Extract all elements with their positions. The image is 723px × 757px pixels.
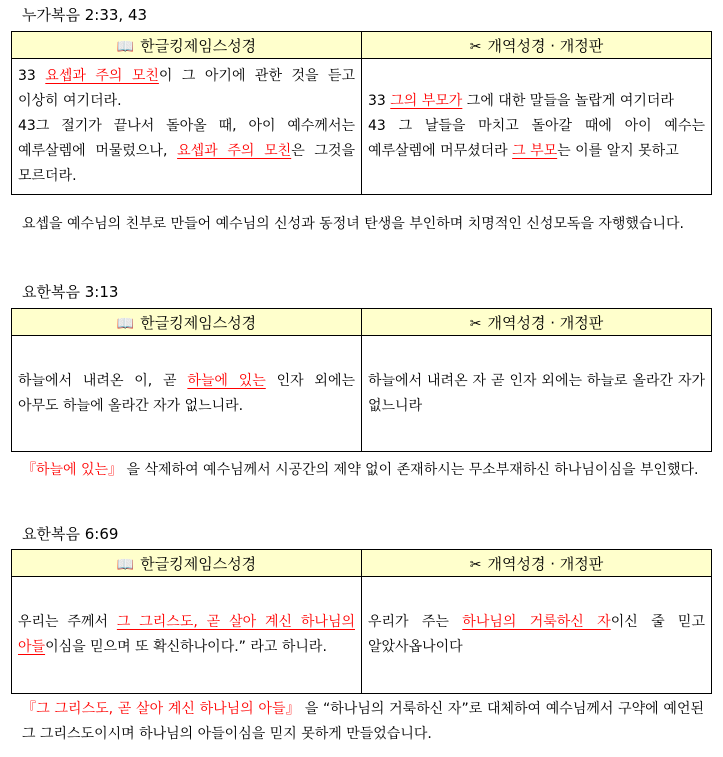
comparison-table: [11, 549, 712, 694]
open-book-icon: 📖: [116, 556, 135, 573]
commentary: 요셉을 예수님의 친부로 만들어 예수님의 신성과 동정녀 탄생을 부인하며 치명적인 신성모독을 자행했습니다.: [22, 216, 684, 232]
revised-text-cell: 33 그의 부모가 그에 대한 말들을 놀랍게 여기더라 43 그 날들을 마치고 돌아갈 때에 아이 예수는 예루살렘에 머무셨더라 그 부모는 이를 알지 못하고: [362, 59, 712, 195]
verse-reference: 누가복음 2:33, 43: [22, 6, 148, 24]
scissors-icon: ✂: [469, 38, 482, 55]
scissors-icon: ✂: [469, 556, 482, 573]
highlighted-phrase: 『그 그리스도, 곧 살아 계신 하나님의 아들』: [22, 701, 301, 717]
commentary: 『하늘에 있는』 을 삭제하여 예수님께서 시공간의 제약 없이 존재하시는 무소부재하신 하나님이심을 부인했다.: [22, 462, 699, 478]
verse-reference: 요한복음 3:13: [22, 283, 119, 301]
highlighted-phrase: 요셉과 주의 모친: [177, 143, 292, 159]
open-book-icon: 📖: [116, 38, 135, 55]
header-right: ✂ 개역성경 · 개정판: [362, 32, 712, 59]
highlighted-phrase: 그 부모: [512, 143, 558, 159]
kjv-text-cell: 하늘에서 내려온 이, 곧 하늘에 있는 인자 외에는 아무도 하늘에 올라간 자가 없느니라.: [12, 336, 362, 452]
open-book-icon: 📖: [116, 315, 135, 332]
verse-reference: 요한복음 6:69: [22, 525, 119, 543]
kjv-text-cell: 우리는 주께서 그 그리스도, 곧 살아 계신 하나님의 아들이심을 믿으며 또 확신하나이다.” 라고 하니라.: [12, 577, 362, 694]
revised-text-cell: 우리가 주는 하나님의 거룩하신 자이신 줄 믿고 알았사옵나이다: [362, 577, 712, 694]
revised-text-cell: 하늘에서 내려온 자 곧 인자 외에는 하늘로 올라간 자가 없느니라: [362, 336, 712, 452]
header-right: ✂ 개역성경 · 개정판: [362, 550, 712, 577]
highlighted-phrase: 하늘에 있는: [187, 372, 266, 389]
kjv-text-cell: 33 요셉과 주의 모친이 그 아기에 관한 것을 듣고 이상히 여기더라. 43그 절기가 끝나서 돌아올 때, 아이 예수께서는 예루살렘에 머물렀으나, 요셉과 주의 모친은 그것을 모르더라.: [12, 59, 362, 195]
highlighted-phrase: 그의 부모가: [390, 93, 463, 109]
header-right: ✂ 개역성경 · 개정판: [362, 309, 712, 336]
commentary: 『그 그리스도, 곧 살아 계신 하나님의 아들』 을 “하나님의 거룩하신 자”로 대체하여 예수님께서 구약에 예언된 그 그리스도이시며 하나님의 아들이심을 믿지 못하게 만들었습니다.: [22, 701, 704, 742]
highlighted-phrase: 『하늘에 있는』: [22, 462, 123, 478]
highlighted-phrase: 그 그리스도, 곧 살아 계신 하나님의 아들: [18, 614, 355, 655]
highlighted-phrase: 요셉과 주의 모친: [45, 68, 159, 84]
highlighted-phrase: 하나님의 거룩하신 자: [462, 614, 611, 630]
header-left: 📖 한글킹제임스성경: [12, 309, 362, 336]
comparison-table: [11, 31, 712, 195]
header-left: 📖 한글킹제임스성경: [12, 550, 362, 577]
comparison-table: [11, 308, 712, 452]
header-left: 📖 한글킹제임스성경: [12, 32, 362, 59]
scissors-icon: ✂: [469, 315, 482, 332]
